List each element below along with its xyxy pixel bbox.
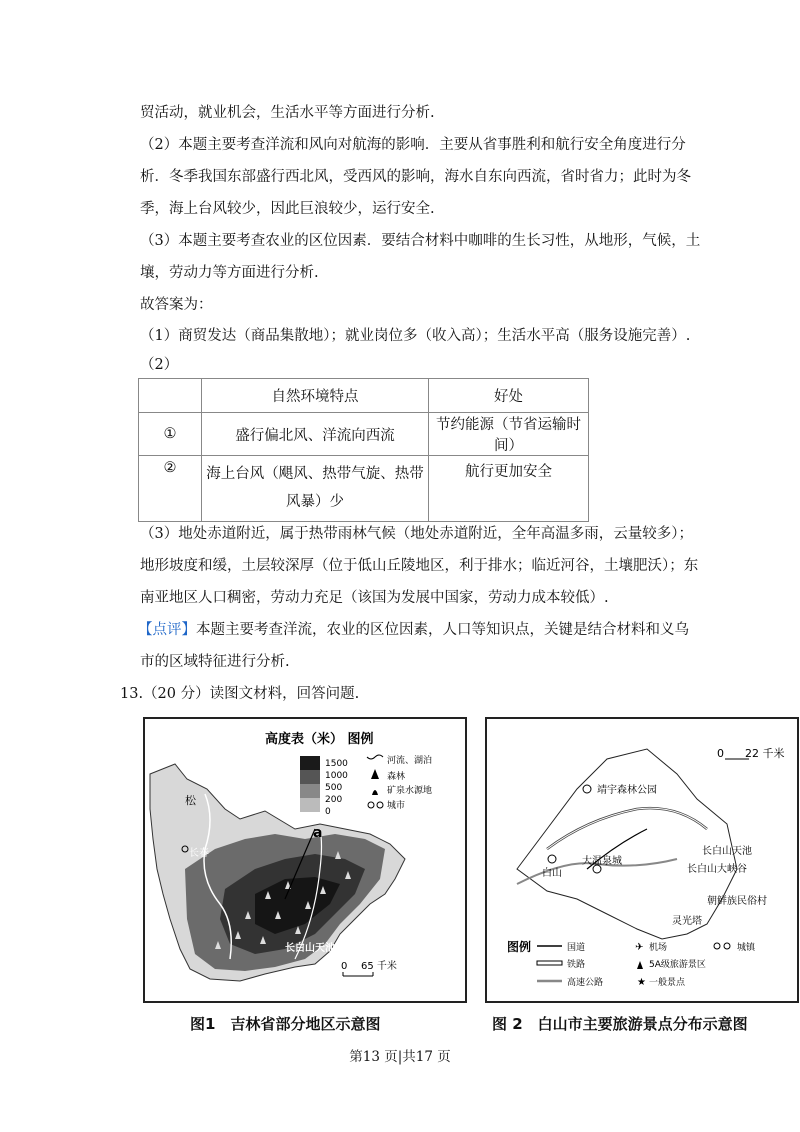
figure-2-map [485, 717, 799, 1003]
text-line: 季，海上台风较少，因此巨浪较少，运行安全. [140, 201, 435, 217]
5a-scenic-icon [637, 961, 643, 969]
comment-tag: 【点评】 [138, 622, 196, 638]
comment-line [138, 620, 689, 640]
scale-label: 65 千米 [361, 961, 397, 972]
table-cell-line: 海上台风（飓风、热带气旋、热带 [206, 466, 424, 482]
table-header-cell [139, 379, 202, 413]
spring-icon [372, 790, 378, 795]
table-header-row [139, 379, 589, 413]
answer-table [138, 378, 589, 522]
figure-1-map [143, 717, 467, 1003]
height-tick: 1500 [325, 759, 348, 769]
text-line: 地形坡度和缓，土层较深厚（位于低山丘陵地区，利于排水；临近河谷，土壤肥沃）；东 [140, 558, 699, 574]
legend-item: 国道 [567, 943, 586, 953]
legend-item: 城市 [387, 801, 406, 811]
text-line: 析．冬季我国东部盛行西北风，受西风的影响，海水自东向西流，省时省力；此时为冬 [140, 169, 691, 185]
question-13: 13.（20 分）读图文材料，回答问题. [120, 686, 360, 702]
table-header-cell: 好处 [429, 379, 589, 413]
text-line: 壤，劳动力等方面进行分析. [140, 265, 319, 281]
jilin-map [145, 719, 465, 1001]
comment-line: 市的区域特征进行分析. [140, 654, 290, 670]
text-line: （3）本题主要考查农业的区位因素．要结合材料中咖啡的生长习性，从地形，气候，土 [140, 233, 701, 249]
text-line: 贸活动，就业机会，生活水平等方面进行分析. [140, 105, 435, 121]
forest-icon [371, 769, 379, 779]
answer-1: （1）商贸发达（商品集散地）；就业岗位多（收入高）；生活水平高（服务设施完善）. [140, 328, 691, 344]
table-row [139, 413, 589, 456]
answer-2-label: （2） [140, 357, 179, 373]
legend-title: 高度表（米） 图例 [265, 732, 374, 747]
map-label-changchun: 长春 [189, 848, 209, 859]
map-label: 大温泉城 [582, 856, 622, 867]
baishan-map [487, 719, 797, 1001]
height-tick: 500 [325, 783, 343, 793]
scenic-spot-icon: ★ [637, 977, 646, 988]
height-tick: 0 [325, 807, 331, 817]
legend-item: 森林 [387, 772, 406, 782]
scale-zero: 0 [717, 747, 724, 760]
map-label: 白山 [542, 868, 562, 879]
legend-item: 铁路 [567, 960, 586, 970]
map-label: 朝鲜族民俗村 [707, 896, 767, 907]
town-icon [714, 943, 720, 949]
legend-item: 一般景点 [649, 978, 686, 988]
table-header-cell: 自然环境特点 [202, 379, 429, 413]
comment-text: 本题主要考查洋流，农业的区位因素，人口等知识点，关键是结合材料和义乌 [196, 622, 689, 638]
map-label-song: 松 [185, 794, 196, 807]
map-label: 长白山天池 [702, 846, 752, 857]
map-label: 靖宇森林公园 [597, 785, 657, 796]
text-line: 南亚地区人口稠密，劳动力充足（该国为发展中国家，劳动力成本较低）. [140, 590, 609, 606]
legend-item: 5A级旅游景区 [649, 960, 706, 970]
scale-zero: 0 [341, 961, 348, 972]
city-icon [368, 802, 374, 808]
legend-item: 城镇 [737, 943, 756, 953]
river-icon [367, 755, 383, 759]
text-line: （3）地处赤道附近，属于热带雨林气候（地处赤道附近，全年高温多雨，云量较多）； [140, 526, 693, 542]
legend-item: 矿泉水源地 [387, 786, 433, 796]
table-cell-line: 风暴）少 [286, 494, 344, 510]
table-cell: 航行更加安全 [429, 456, 589, 522]
table-cell: 节约能源（节省运输时间） [429, 413, 589, 456]
table-cell [202, 456, 429, 522]
table-cell: 盛行偏北风、洋流向西流 [202, 413, 429, 456]
figure-1-caption: 图1 吉林省部分地区示意图 [190, 1015, 381, 1033]
map-label-a: a [313, 825, 323, 841]
airport-icon: ✈ [635, 942, 644, 953]
legend-item: 机场 [649, 943, 668, 953]
table-cell: ② [139, 456, 202, 522]
table-row [139, 456, 589, 522]
legend-item: 河流、湖泊 [387, 756, 433, 766]
scale-label: 22 千米 [745, 747, 785, 760]
height-tick: 1000 [325, 771, 348, 781]
legend-item: 高速公路 [567, 978, 604, 988]
height-tick: 200 [325, 795, 343, 805]
legend-title: 图例 [507, 940, 532, 954]
table-cell: ① [139, 413, 202, 456]
figure-2-caption: 图 2 白山市主要旅游景点分布示意图 [492, 1015, 748, 1033]
map-label: 长白山大峡谷 [687, 864, 747, 875]
map-label-tianchi: 长白山天池 [285, 943, 335, 954]
text-line: （2）本题主要考查洋流和风向对航海的影响．主要从省事胜利和航行安全角度进行分 [140, 137, 686, 153]
page-footer: 第13 页|共17 页 [349, 1049, 451, 1065]
map-label: 灵光塔 [672, 916, 702, 927]
answer-heading: 故答案为： [140, 297, 213, 313]
